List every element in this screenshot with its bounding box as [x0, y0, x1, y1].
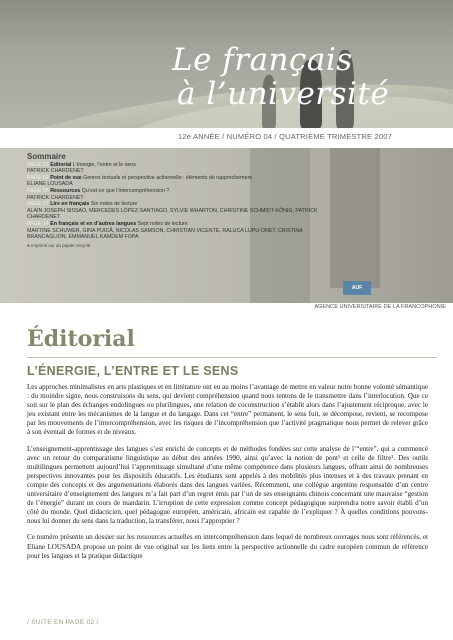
section-heading: Éditorial [27, 326, 135, 352]
agency-name: AGENCE UNIVERSITAIRE DE LA FRANCOPHONIE [314, 304, 446, 310]
entry-section: Point de vue [50, 174, 82, 181]
entry-authors: PATRICK CHARDENET [27, 168, 84, 175]
entry-section: Editorial [50, 161, 72, 168]
paragraph: Les approches minimalistes en arts plastiques et en littérature ont eu au moins l’avantage de mettre en valeur notre bonne volonté sémantique : du moindre signe, nous construisons du sens, qui devient compréhension quand nous tentons de le transmettre dans l’interlocution. Que ce soit sur le plan des échanges endolingues ou plurilingues, une relation de coconstruction s’établit alors dans l’ajustement réciproque, avec le jeu existant entre les mécanismes de la langue et du langage. Dans cet “entre” permanent, le sens fuit, se décompose, revient, se recompose par les mouvements de l’intercompréhension, avec les risques de l’incompréhension que l’activité pragmatique nous permet de relever grâce à son éventail de formes et de niveaux. [27, 383, 428, 437]
entry-text: Genres textuels et perspective actionnelle : éléments de rapprochement [83, 174, 252, 181]
paragraph: L’enseignement-apprentissage des langues s’est enrichi de concepts et de méthodes fondées sur cette analyse de l’“entre”, qui a commencé avec un retour du comparatisme linguistique au début des années 1990, ainsi qu’avec la notion de pont¹ et celle de filtre². Des outils multilingues permettent aujourd’hui l’apprentissage simultané d’une même compétence dans plusieurs langues, offrant ainsi de nombreuses perspectives innovantes pour les dispositifs éducatifs. Les étudiants sont appelés à des mobilités plus intenses et à des travaux prenant en compte des concepts et des argumentations élaborés dans des langues variées. Récemment, une collègue argentine responsable d’un centre universitaire d’enseignement des langues m’a fait part d’un regret émis par l’un de ses enseignants chinois concernant une mauvaise “gestion de l’énergie” durant un cours de mandarin. L’irruption de cette expression comme concept pédagogique surprendra notre savoir établi d’un côté du monde. Quel didacticien, quel pédagogue européen, américain, africain est capable de l’expliquer ? À quelles conditions pouvons-nous lui donner du sens dans la traduction, la transférer, nous l’approprier ? [27, 444, 428, 526]
summary-heading: Sommaire [27, 152, 66, 161]
summary-panel [0, 148, 453, 303]
divider [27, 357, 437, 358]
entry-page: PAGE 07 [27, 201, 49, 208]
summary-entry[interactable] [27, 221, 327, 228]
auf-logo: AUF [343, 281, 371, 295]
entry-text: Qu’est-ce que l’intercompréhension ? [81, 187, 170, 194]
page-title [117, 32, 453, 128]
entry-text: L’énergie, l’entre et le sens [72, 161, 136, 168]
entry-authors: PATRICK CHARDENET [27, 194, 84, 201]
entry-authors: ELIANE LOUSADA [27, 181, 73, 188]
issue-band [117, 128, 453, 148]
photo-shadow [330, 148, 380, 288]
summary-entry[interactable] [27, 188, 327, 195]
entry-page: PAGE 14 [27, 220, 49, 227]
entry-page: PAGE 02 [27, 174, 49, 181]
continued-link[interactable]: / SUITE EN PAGE 02 / [27, 619, 99, 626]
paragraph: Ce numéro présente un dossier sur les ressources actuelles en intercompréhension dans lequel de nombreux ouvrages nous sont référencés, et Eliane LOUSADA propose un point de vue original sur les liens entre la perspective actionnelle du cadre européen commun de référence pour les langues et la pratique didactique [27, 533, 428, 560]
entry-page: PAGE 05 [27, 187, 49, 194]
summary-entry[interactable] [27, 162, 327, 169]
article-subheading: L’ÉNERGIE, L’ENTRE ET LE SENS [27, 364, 239, 378]
entry-page: PAGE 01 [27, 161, 49, 168]
title-line-1: Le français [172, 42, 353, 78]
entry-text: Six notes de lecture [90, 201, 138, 208]
table-of-contents [27, 154, 327, 249]
title-line-2: à l’université [177, 76, 390, 112]
entry-text: Sept notes de lecture [137, 220, 188, 227]
entry-authors: MARTINE SCHUWER, GINA PUICĂ, NICOLAS SAMSON, CHRISTIAN VICENTE, RALUCA LUPU-ONET, CRISTINA BRANCAGLION, EMMANUEL KAMDEM FOPA [27, 227, 303, 241]
issue-info: 12e ANNÉE / NUMÉRO 04 / QUATRIÈME TRIMESTRE 2007 [178, 132, 392, 141]
article-body [27, 383, 428, 568]
recycled-note: ● Imprimé sur du papier recyclé [27, 242, 91, 248]
entry-section: Ressources [50, 187, 81, 194]
entry-authors: ALAIN JOSEPH SISSAO, MERCEDES LÓPEZ-SANTIAGO, SYLVIE WHARTON, CHRISTINE SCHMIDT-KÖNIG, PATRICK CHARDENET [27, 207, 318, 221]
entry-section: En français et en d’autres langues [50, 220, 137, 227]
entry-section: Lire en français [50, 201, 90, 208]
summary-entry[interactable] [27, 201, 327, 208]
summary-entry[interactable] [27, 175, 327, 182]
